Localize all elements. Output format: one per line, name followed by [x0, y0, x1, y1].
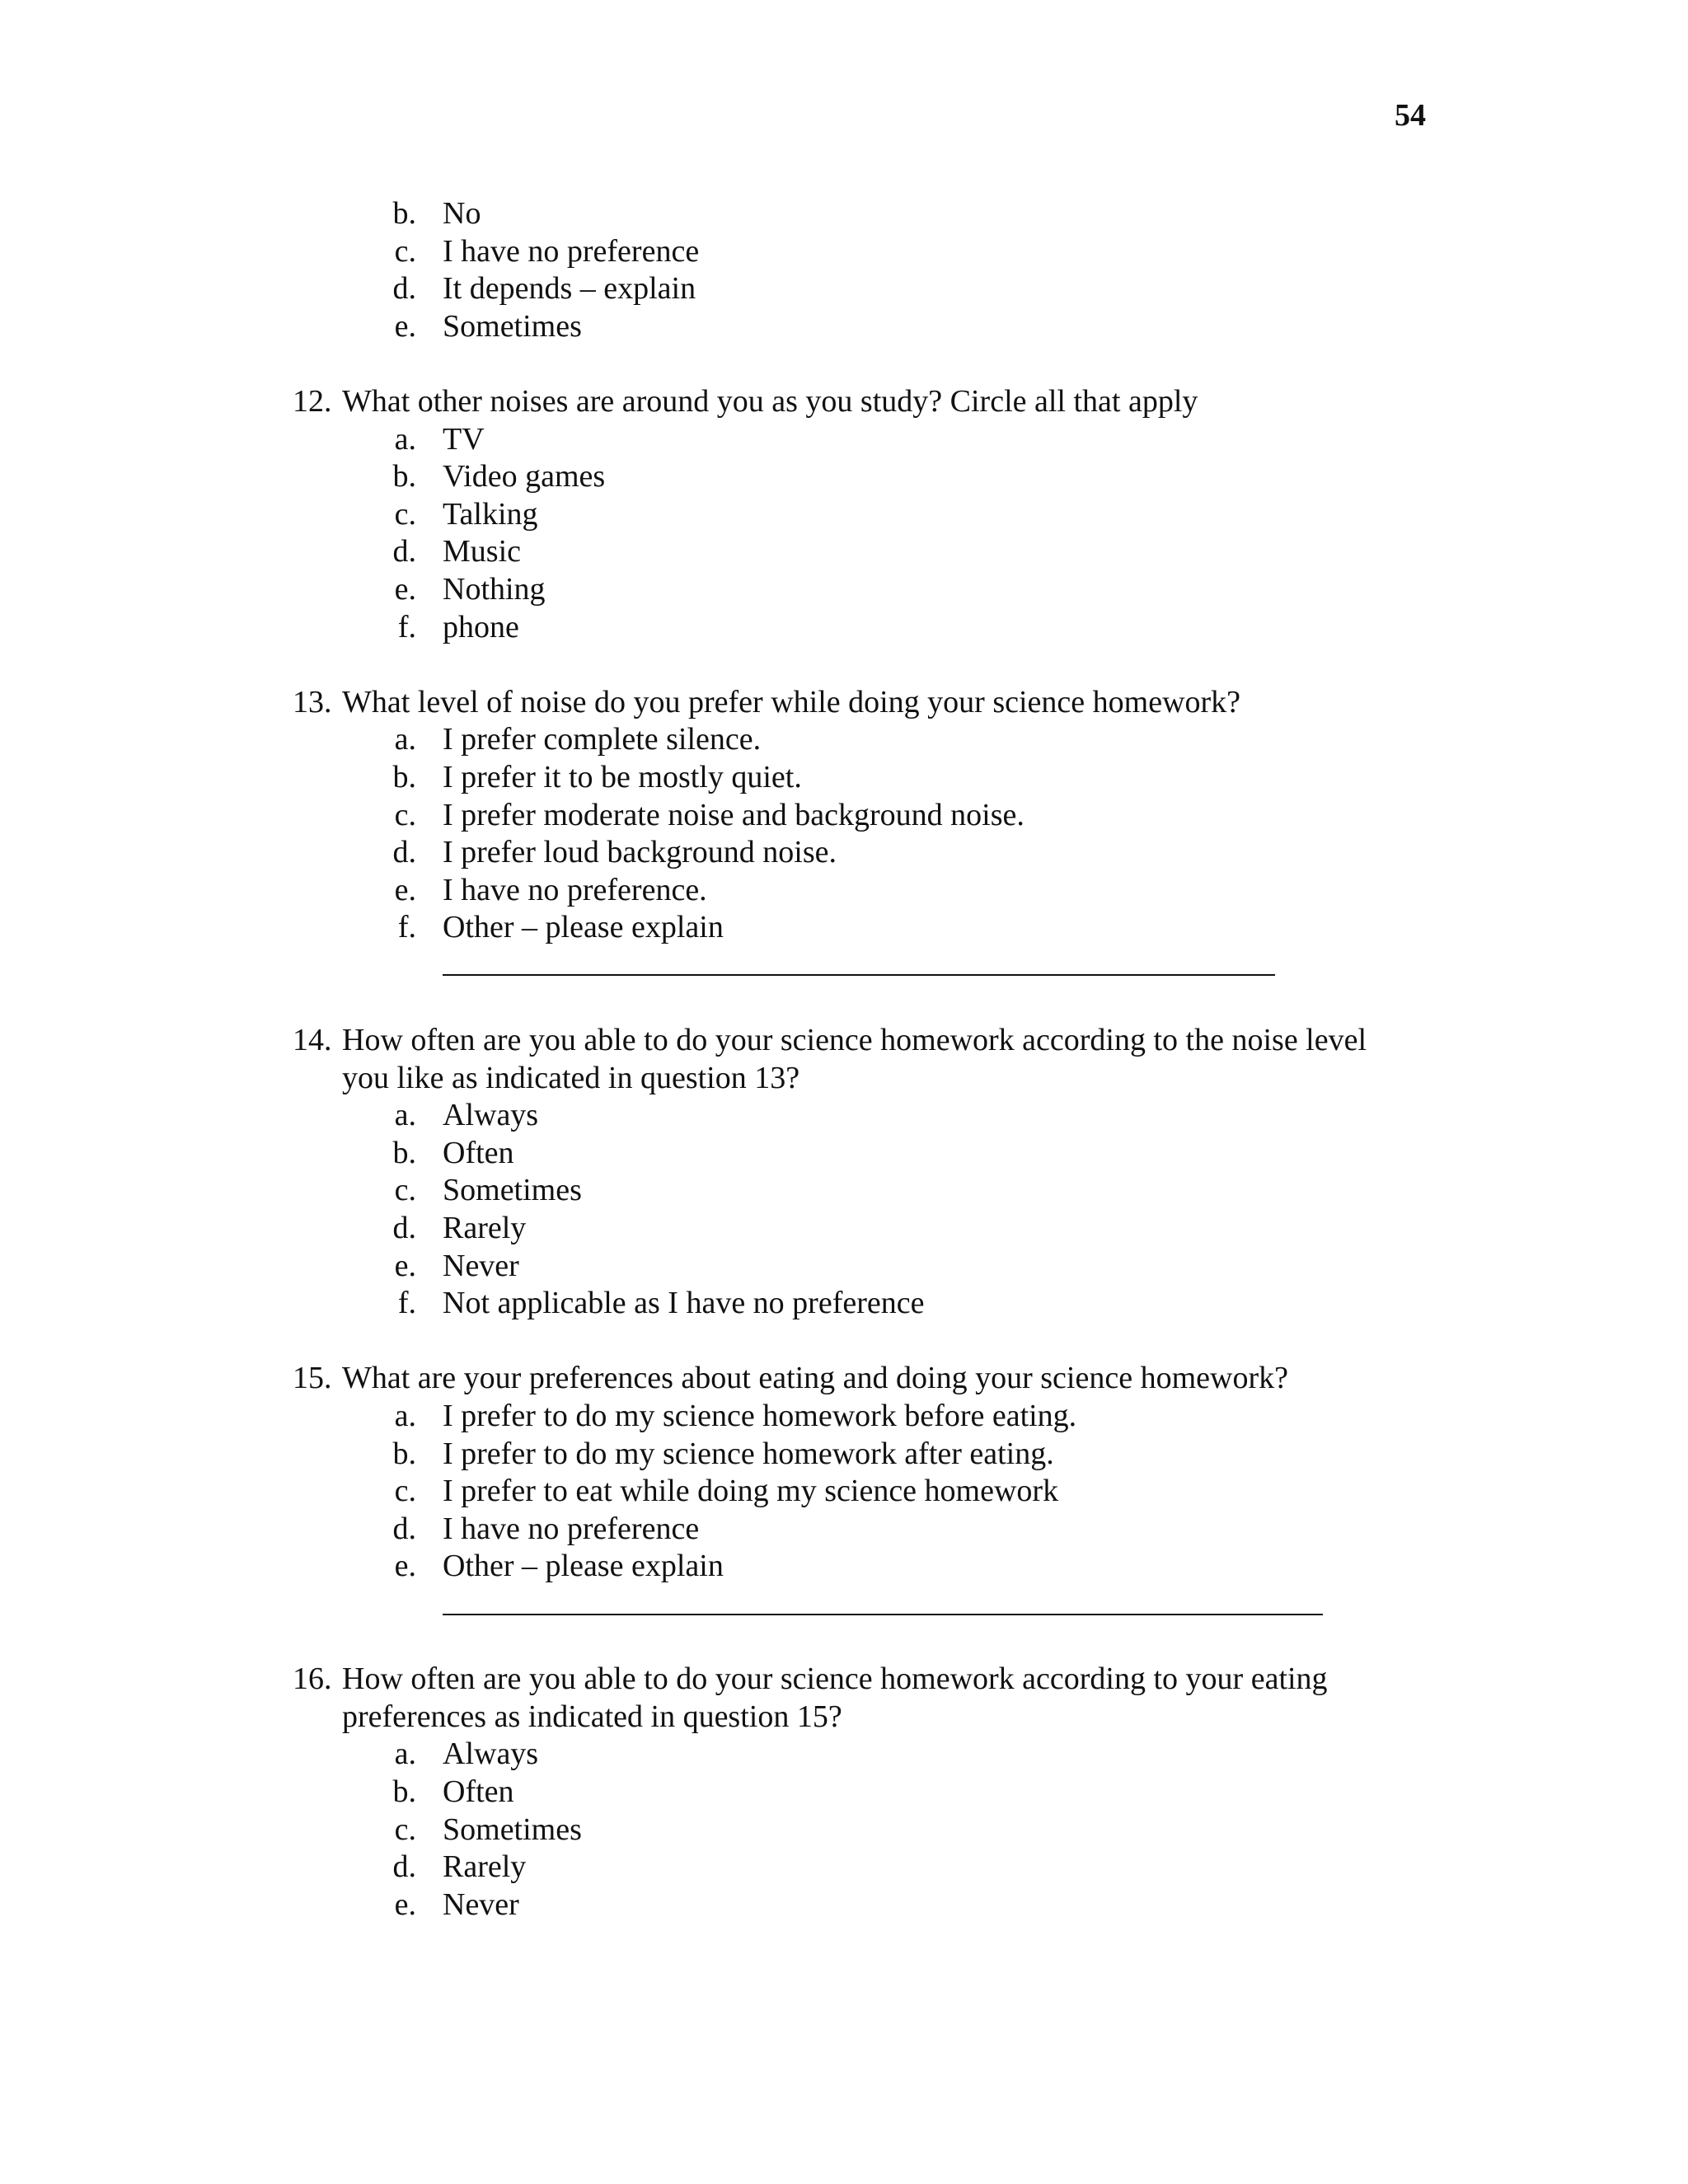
option-text: I prefer to eat while doing my science homework	[443, 1474, 1059, 1509]
option-letter: b.	[392, 1135, 416, 1170]
question-12	[293, 383, 1447, 646]
question-row	[293, 684, 1447, 722]
question-row	[293, 1661, 1447, 1736]
option-letter: c.	[394, 1173, 416, 1208]
question-row	[293, 383, 1447, 421]
option-text: No	[443, 196, 481, 231]
option-letter: b.	[392, 1436, 416, 1471]
question-number: 14.	[293, 1023, 332, 1058]
question-13	[293, 684, 1447, 985]
option-row	[293, 1285, 1447, 1323]
option-row	[293, 1548, 1447, 1586]
option-row	[293, 270, 1447, 308]
option-letter: b.	[392, 1774, 416, 1809]
option-row	[293, 1135, 1447, 1173]
option-row	[293, 195, 1447, 233]
option-letter: f.	[397, 609, 416, 644]
option-text: TV	[443, 421, 485, 457]
option-row	[293, 1097, 1447, 1135]
question-number: 15.	[293, 1361, 332, 1396]
question-text-line-2: preferences as indicated in question 15?	[342, 1699, 842, 1734]
option-row	[293, 1172, 1447, 1210]
option-letter: a.	[394, 1399, 416, 1433]
option-text: I prefer it to be mostly quiet.	[443, 759, 802, 794]
survey-content	[293, 195, 1447, 1924]
option-row	[293, 797, 1447, 835]
option-letter: e.	[394, 308, 416, 344]
question-text	[342, 1661, 1447, 1736]
question-text: What other noises are around you as you study? Circle all that apply	[342, 383, 1198, 419]
option-text: Always	[443, 1098, 539, 1133]
question-16	[293, 1661, 1447, 1924]
option-letter: c.	[394, 1811, 416, 1847]
option-text: Sometimes	[443, 308, 582, 344]
option-text: Sometimes	[443, 1811, 582, 1847]
option-row	[293, 233, 1447, 271]
continued-options	[293, 195, 1447, 345]
option-row	[293, 1248, 1447, 1286]
option-text: It depends – explain	[443, 271, 696, 307]
option-row	[293, 609, 1447, 647]
question-number: 16.	[293, 1661, 332, 1697]
option-letter: f.	[397, 1286, 416, 1321]
option-text: I prefer to do my science homework before eating.	[443, 1399, 1077, 1433]
option-row	[293, 308, 1447, 346]
option-row	[293, 571, 1447, 609]
answer-blank-line[interactable]	[443, 1586, 1447, 1624]
option-text: I prefer to do my science homework after eating.	[443, 1436, 1054, 1471]
option-row	[293, 1811, 1447, 1849]
page-number: 54	[1395, 98, 1426, 133]
option-letter: d.	[392, 835, 416, 870]
option-row	[293, 1736, 1447, 1774]
option-letter: d.	[392, 1211, 416, 1246]
option-letter: e.	[394, 571, 416, 607]
option-text: Often	[443, 1135, 514, 1170]
option-text: I prefer complete silence.	[443, 722, 762, 757]
option-row	[293, 458, 1447, 496]
option-row	[293, 834, 1447, 872]
question-14	[293, 1022, 1447, 1323]
underline-rule	[443, 974, 1275, 976]
option-row	[293, 1511, 1447, 1549]
option-text: Never	[443, 1248, 519, 1283]
option-text: I prefer moderate noise and background noise.	[443, 797, 1025, 832]
option-letter: e.	[394, 1549, 416, 1584]
option-text: Nothing	[443, 571, 546, 607]
option-text: Rarely	[443, 1849, 527, 1885]
option-letter: e.	[394, 1886, 416, 1922]
option-text: I have no preference	[443, 1511, 700, 1546]
question-text-line-2: you like as indicated in question 13?	[342, 1060, 800, 1095]
question-number: 12.	[293, 383, 332, 419]
option-letter: f.	[397, 910, 416, 945]
option-row	[293, 533, 1447, 571]
option-text: Not applicable as I have no preference	[443, 1286, 925, 1321]
option-letter: a.	[394, 1098, 416, 1133]
option-letter: a.	[394, 1736, 416, 1772]
option-text: Always	[443, 1736, 539, 1772]
option-letter: b.	[392, 759, 416, 794]
option-row	[293, 1436, 1447, 1474]
option-letter: c.	[394, 233, 416, 269]
question-text: What level of noise do you prefer while doing your science homework?	[342, 684, 1241, 719]
option-letter: a.	[394, 722, 416, 757]
option-letter: b.	[392, 459, 416, 494]
option-text: I have no preference	[443, 233, 700, 269]
option-letter: d.	[392, 534, 416, 569]
answer-blank-line[interactable]	[443, 947, 1447, 985]
question-text-line-1: How often are you able to do your science homework according to your eating	[342, 1661, 1328, 1697]
option-text: Never	[443, 1886, 519, 1922]
question-text-line-1: How often are you able to do your science homework according to the noise level	[342, 1023, 1367, 1058]
option-letter: e.	[394, 1248, 416, 1283]
option-row	[293, 721, 1447, 759]
question-text	[342, 1022, 1447, 1097]
option-text: I have no preference.	[443, 872, 707, 907]
option-row	[293, 872, 1447, 910]
option-text: I prefer loud background noise.	[443, 835, 837, 870]
option-row	[293, 759, 1447, 797]
option-row	[293, 909, 1447, 947]
question-row	[293, 1022, 1447, 1097]
underline-rule	[443, 1614, 1323, 1615]
option-text: Other – please explain	[443, 1549, 724, 1584]
option-letter: d.	[392, 271, 416, 307]
option-row	[293, 1774, 1447, 1811]
option-text: Sometimes	[443, 1173, 582, 1208]
question-row	[293, 1360, 1447, 1398]
option-letter: c.	[394, 496, 416, 532]
option-letter: d.	[392, 1849, 416, 1885]
option-row	[293, 496, 1447, 534]
option-text: Other – please explain	[443, 910, 724, 945]
option-text: Video games	[443, 459, 606, 494]
option-row	[293, 1473, 1447, 1511]
option-row	[293, 1398, 1447, 1436]
question-number: 13.	[293, 684, 332, 719]
option-text: Often	[443, 1774, 514, 1809]
option-text: Music	[443, 534, 521, 569]
option-text: Rarely	[443, 1211, 527, 1246]
option-letter: d.	[392, 1511, 416, 1546]
option-letter: c.	[394, 1474, 416, 1509]
option-letter: e.	[394, 872, 416, 907]
option-text: phone	[443, 609, 519, 644]
option-row	[293, 421, 1447, 459]
option-row	[293, 1886, 1447, 1924]
option-letter: c.	[394, 797, 416, 832]
option-letter: b.	[392, 196, 416, 231]
option-letter: a.	[394, 421, 416, 457]
question-15	[293, 1360, 1447, 1623]
option-text: Talking	[443, 496, 538, 532]
question-text: What are your preferences about eating and doing your science homework?	[342, 1361, 1288, 1396]
option-row	[293, 1849, 1447, 1886]
option-row	[293, 1210, 1447, 1248]
